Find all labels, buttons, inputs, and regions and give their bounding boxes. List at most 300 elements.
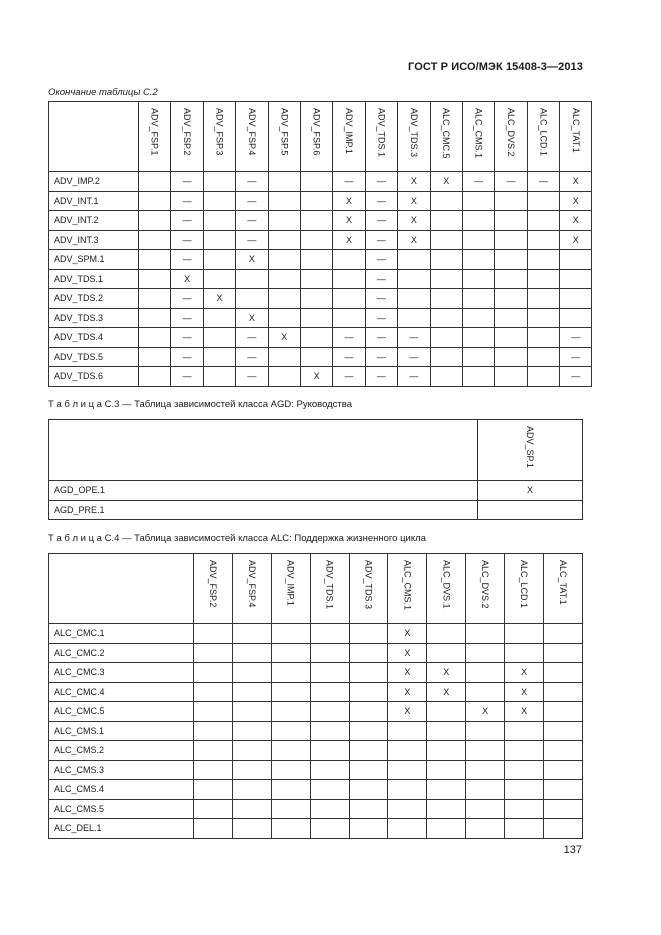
column-header-label: ADV_IMP.1	[285, 560, 296, 606]
row-label: ADV_INT.2	[49, 211, 139, 231]
dependency-cell: —	[171, 191, 203, 211]
dependency-cell	[398, 269, 430, 289]
column-header	[427, 554, 466, 624]
dependency-cell	[300, 289, 332, 309]
dependency-cell	[505, 799, 544, 819]
dependency-cell	[333, 308, 365, 328]
dependency-cell	[271, 663, 310, 683]
dependency-cell	[527, 269, 559, 289]
dependency-cell	[495, 191, 527, 211]
dependency-cell: —	[365, 328, 397, 348]
dependency-cell	[388, 760, 427, 780]
table-row	[49, 624, 583, 644]
dependency-cell: —	[236, 347, 268, 367]
dependency-cell	[300, 308, 332, 328]
dependency-cell	[462, 269, 494, 289]
column-header	[333, 102, 365, 172]
dependency-cell	[462, 250, 494, 270]
dependency-cell: X	[388, 643, 427, 663]
dependency-cell: X	[333, 191, 365, 211]
dependency-cell	[430, 250, 462, 270]
table-row	[49, 211, 592, 231]
column-header	[139, 102, 171, 172]
dependency-cell	[236, 269, 268, 289]
dependency-cell	[139, 211, 171, 231]
table-row	[49, 780, 583, 800]
column-header-label: ADV_FSP.1	[149, 108, 160, 156]
dependency-cell: X	[333, 230, 365, 250]
dependency-cell	[544, 663, 583, 683]
dependency-cell: —	[171, 308, 203, 328]
table-row	[49, 289, 592, 309]
dependency-cell	[310, 741, 349, 761]
dependency-cell	[466, 624, 505, 644]
dependency-cell: —	[495, 172, 527, 192]
table-row	[49, 500, 583, 520]
dependency-cell	[527, 308, 559, 328]
row-label: ALC_CMS.1	[49, 721, 194, 741]
dependency-cell	[139, 289, 171, 309]
dependency-cell	[544, 643, 583, 663]
dependency-cell	[194, 741, 233, 761]
dependency-cell	[478, 500, 583, 520]
dependency-cell	[203, 347, 235, 367]
table-row	[49, 172, 592, 192]
dependency-cell: —	[398, 347, 430, 367]
dependency-cell	[466, 799, 505, 819]
dependency-cell	[271, 721, 310, 741]
dependency-cell	[333, 289, 365, 309]
row-label: AGD_PRE.1	[49, 500, 478, 520]
dependency-cell	[271, 682, 310, 702]
dependency-cell	[232, 799, 271, 819]
dependency-cell	[271, 780, 310, 800]
column-header	[232, 554, 271, 624]
dependency-cell	[462, 230, 494, 250]
dependency-cell	[203, 250, 235, 270]
dependency-cell	[466, 643, 505, 663]
dependency-cell	[139, 250, 171, 270]
table-row	[49, 230, 592, 250]
dependency-cell: X	[505, 663, 544, 683]
dependency-cell	[349, 760, 388, 780]
dependency-cell: X	[398, 211, 430, 231]
dependency-cell	[505, 741, 544, 761]
dependency-cell	[232, 663, 271, 683]
dependency-cell	[333, 250, 365, 270]
document-header: ГОСТ Р ИСО/МЭК 15408-3—2013	[408, 61, 583, 73]
dependency-cell	[462, 328, 494, 348]
page-number: 137	[563, 844, 582, 856]
table-row	[49, 741, 583, 761]
dependency-cell: —	[171, 230, 203, 250]
dependency-cell	[271, 741, 310, 761]
dependency-cell	[495, 328, 527, 348]
table-row	[49, 250, 592, 270]
column-header-label: ALC_CMS.1	[473, 108, 484, 159]
row-label: ADV_TDS.5	[49, 347, 139, 367]
dependency-cell	[203, 367, 235, 387]
column-header-label: ALC_DVS.2	[480, 560, 491, 609]
dependency-cell	[430, 328, 462, 348]
dependency-cell	[271, 643, 310, 663]
dependency-cell: —	[365, 172, 397, 192]
dependency-cell	[139, 269, 171, 289]
dependency-cell	[194, 760, 233, 780]
column-header-label: ADV_TDS.3	[408, 108, 419, 158]
table-row	[49, 702, 583, 722]
dependency-cell	[232, 741, 271, 761]
dependency-cell	[505, 624, 544, 644]
dependency-cell: —	[333, 347, 365, 367]
dependency-cell	[544, 721, 583, 741]
dependency-cell	[560, 269, 592, 289]
dependency-cell	[462, 308, 494, 328]
column-header	[194, 554, 233, 624]
column-header	[268, 102, 300, 172]
dependency-cell: X	[388, 682, 427, 702]
dependency-cell	[466, 819, 505, 839]
dependency-cell	[203, 328, 235, 348]
dependency-cell	[495, 367, 527, 387]
dependency-cell	[310, 682, 349, 702]
dependency-cell	[427, 624, 466, 644]
dependency-cell	[430, 289, 462, 309]
dependency-cell	[232, 780, 271, 800]
column-header	[271, 554, 310, 624]
table-row	[49, 643, 583, 663]
dependency-cell	[388, 741, 427, 761]
column-header	[527, 102, 559, 172]
column-header	[462, 102, 494, 172]
column-header-label: ADV_TDS.1	[376, 108, 387, 158]
dependency-cell	[427, 702, 466, 722]
dependency-cell	[388, 819, 427, 839]
dependency-cell	[349, 799, 388, 819]
dependency-cell	[271, 760, 310, 780]
dependency-cell	[232, 760, 271, 780]
column-header	[430, 102, 462, 172]
dependency-cell	[505, 780, 544, 800]
dependency-cell	[560, 250, 592, 270]
dependency-cell	[495, 250, 527, 270]
table-row	[49, 347, 592, 367]
column-header-label: ALC_TAT.1	[570, 108, 581, 153]
dependency-cell	[398, 308, 430, 328]
dependency-cell	[268, 269, 300, 289]
dependency-cell: —	[560, 347, 592, 367]
dependency-cell	[427, 780, 466, 800]
column-header-label: ALC_TAT.1	[557, 560, 568, 605]
dependency-cell	[466, 721, 505, 741]
dependency-cell	[527, 328, 559, 348]
dependency-cell	[271, 819, 310, 839]
column-header	[398, 102, 430, 172]
dependency-cell	[300, 328, 332, 348]
dependency-cell	[427, 819, 466, 839]
table-c2-caption: Окончание таблицы С.2	[48, 87, 158, 98]
dependency-cell	[203, 211, 235, 231]
table-row	[49, 819, 583, 839]
row-label: ALC_CMC.4	[49, 682, 194, 702]
dependency-cell: X	[560, 230, 592, 250]
dependency-cell	[505, 760, 544, 780]
dependency-cell	[333, 269, 365, 289]
table-c3	[48, 419, 583, 520]
dependency-cell	[427, 721, 466, 741]
dependency-cell	[268, 211, 300, 231]
dependency-cell	[203, 269, 235, 289]
column-header	[236, 102, 268, 172]
dependency-cell	[139, 308, 171, 328]
dependency-cell	[527, 230, 559, 250]
dependency-cell: —	[236, 230, 268, 250]
dependency-cell	[349, 643, 388, 663]
dependency-cell: —	[171, 211, 203, 231]
column-header-label: ADV_FSP.4	[246, 560, 257, 608]
dependency-cell: —	[171, 367, 203, 387]
dependency-cell: —	[527, 172, 559, 192]
column-header-label: ADV_TDS.1	[324, 560, 335, 610]
table-c2	[48, 101, 592, 387]
column-header-label: ADV_FSP.5	[279, 108, 290, 156]
dependency-cell: —	[236, 328, 268, 348]
dependency-cell	[194, 643, 233, 663]
row-label: ADV_TDS.6	[49, 367, 139, 387]
dependency-cell	[427, 799, 466, 819]
column-header-label: ADV_FSP.3	[214, 108, 225, 156]
dependency-cell: —	[365, 308, 397, 328]
column-header	[495, 102, 527, 172]
dependency-cell: X	[560, 191, 592, 211]
dependency-cell	[430, 367, 462, 387]
column-header	[466, 554, 505, 624]
dependency-cell	[544, 819, 583, 839]
dependency-cell	[349, 819, 388, 839]
column-header-label: ADV_FSP.4	[246, 108, 257, 156]
dependency-cell	[271, 799, 310, 819]
header-corner	[49, 102, 139, 172]
dependency-cell	[194, 702, 233, 722]
dependency-cell: —	[365, 211, 397, 231]
row-label: ALC_CMC.2	[49, 643, 194, 663]
dependency-cell	[430, 308, 462, 328]
dependency-cell	[349, 702, 388, 722]
dependency-cell	[300, 269, 332, 289]
dependency-cell	[300, 230, 332, 250]
dependency-cell	[203, 308, 235, 328]
dependency-cell	[430, 211, 462, 231]
row-label: ADV_IMP.2	[49, 172, 139, 192]
row-label: ALC_CMC.1	[49, 624, 194, 644]
row-label: ADV_TDS.1	[49, 269, 139, 289]
dependency-cell	[466, 663, 505, 683]
dependency-cell: —	[171, 172, 203, 192]
dependency-cell	[544, 624, 583, 644]
dependency-cell: —	[560, 367, 592, 387]
table-row	[49, 269, 592, 289]
column-header-label: ADV_TDS.3	[363, 560, 374, 610]
column-header	[544, 554, 583, 624]
column-header-label: ADV_FSP.2	[182, 108, 193, 156]
dependency-cell	[466, 741, 505, 761]
dependency-cell	[268, 308, 300, 328]
dependency-cell: X	[560, 172, 592, 192]
dependency-cell	[268, 289, 300, 309]
dependency-cell	[300, 250, 332, 270]
dependency-cell: X	[388, 663, 427, 683]
dependency-cell: —	[365, 250, 397, 270]
dependency-cell: —	[365, 347, 397, 367]
dependency-cell	[139, 367, 171, 387]
dependency-cell: X	[427, 663, 466, 683]
dependency-cell	[527, 191, 559, 211]
column-header-label: ADV_FSP.2	[207, 560, 218, 608]
dependency-cell	[194, 663, 233, 683]
dependency-cell	[527, 367, 559, 387]
dependency-cell	[349, 721, 388, 741]
column-header-label: ALC_LCD.1	[538, 108, 549, 157]
column-header-label: ADV_IMP.1	[344, 108, 355, 154]
column-header-label: ALC_DVS.1	[441, 560, 452, 609]
dependency-cell	[349, 663, 388, 683]
dependency-cell	[427, 741, 466, 761]
dependency-cell: —	[365, 289, 397, 309]
table-row	[49, 308, 592, 328]
row-label: ALC_CMS.4	[49, 780, 194, 800]
dependency-cell	[388, 721, 427, 741]
dependency-cell: X	[236, 250, 268, 270]
dependency-cell	[349, 780, 388, 800]
dependency-cell: X	[236, 308, 268, 328]
table-row	[49, 481, 583, 501]
dependency-cell	[300, 172, 332, 192]
dependency-cell	[544, 702, 583, 722]
dependency-cell	[203, 172, 235, 192]
dependency-cell	[349, 682, 388, 702]
dependency-cell	[495, 347, 527, 367]
row-label: ADV_TDS.3	[49, 308, 139, 328]
dependency-cell	[495, 230, 527, 250]
row-label: ALC_DEL.1	[49, 819, 194, 839]
row-label: ALC_CMC.5	[49, 702, 194, 722]
dependency-cell	[466, 780, 505, 800]
dependency-cell	[527, 211, 559, 231]
dependency-cell: X	[427, 682, 466, 702]
dependency-cell	[232, 702, 271, 722]
dependency-cell	[388, 780, 427, 800]
dependency-cell	[310, 799, 349, 819]
column-header	[203, 102, 235, 172]
dependency-cell	[427, 760, 466, 780]
dependency-cell	[236, 289, 268, 309]
dependency-cell: X	[430, 172, 462, 192]
dependency-cell: —	[462, 172, 494, 192]
dependency-cell	[194, 799, 233, 819]
table-row	[49, 367, 592, 387]
dependency-cell: —	[333, 328, 365, 348]
dependency-cell: X	[560, 211, 592, 231]
column-header	[349, 554, 388, 624]
dependency-cell	[544, 682, 583, 702]
dependency-cell	[194, 819, 233, 839]
dependency-cell	[527, 250, 559, 270]
column-header	[478, 420, 583, 481]
dependency-cell	[560, 308, 592, 328]
dependency-cell: X	[505, 682, 544, 702]
dependency-cell	[232, 819, 271, 839]
table-row	[49, 191, 592, 211]
dependency-cell	[300, 211, 332, 231]
row-label: ALC_CMS.2	[49, 741, 194, 761]
dependency-cell	[268, 172, 300, 192]
dependency-cell: X	[505, 702, 544, 722]
dependency-cell	[310, 819, 349, 839]
dependency-cell: —	[236, 211, 268, 231]
dependency-cell	[462, 347, 494, 367]
table-row	[49, 721, 583, 741]
row-label: ADV_TDS.4	[49, 328, 139, 348]
dependency-cell	[310, 760, 349, 780]
column-header-label: ALC_LCD.1	[519, 560, 530, 609]
row-label: ADV_INT.1	[49, 191, 139, 211]
dependency-cell	[139, 328, 171, 348]
column-header-label: ALC_CMC.5	[441, 108, 452, 159]
dependency-cell	[466, 682, 505, 702]
column-header	[365, 102, 397, 172]
dependency-cell	[560, 289, 592, 309]
dependency-cell	[310, 702, 349, 722]
dependency-cell	[495, 211, 527, 231]
row-label: AGD_OPE.1	[49, 481, 478, 501]
dependency-cell: —	[560, 328, 592, 348]
dependency-cell	[310, 643, 349, 663]
dependency-cell	[466, 760, 505, 780]
row-label: ADV_INT.3	[49, 230, 139, 250]
dependency-cell	[462, 191, 494, 211]
dependency-cell	[139, 347, 171, 367]
dependency-cell: —	[236, 191, 268, 211]
dependency-cell: X	[268, 328, 300, 348]
dependency-cell	[544, 780, 583, 800]
dependency-cell	[310, 624, 349, 644]
dependency-cell: —	[365, 191, 397, 211]
dependency-cell	[232, 643, 271, 663]
dependency-cell	[194, 780, 233, 800]
dependency-cell	[232, 682, 271, 702]
dependency-cell	[310, 721, 349, 741]
dependency-cell: —	[171, 250, 203, 270]
dependency-cell: —	[171, 289, 203, 309]
dependency-cell	[268, 367, 300, 387]
dependency-cell	[310, 663, 349, 683]
row-label: ALC_CMS.3	[49, 760, 194, 780]
dependency-cell	[300, 191, 332, 211]
dependency-cell: X	[333, 211, 365, 231]
dependency-cell	[139, 172, 171, 192]
dependency-cell	[268, 347, 300, 367]
dependency-cell	[268, 230, 300, 250]
dependency-cell: X	[398, 230, 430, 250]
table-row	[49, 328, 592, 348]
dependency-cell	[203, 191, 235, 211]
column-header	[171, 102, 203, 172]
dependency-cell	[430, 191, 462, 211]
header-corner	[49, 554, 194, 624]
dependency-cell: X	[203, 289, 235, 309]
dependency-cell	[495, 269, 527, 289]
column-header	[388, 554, 427, 624]
